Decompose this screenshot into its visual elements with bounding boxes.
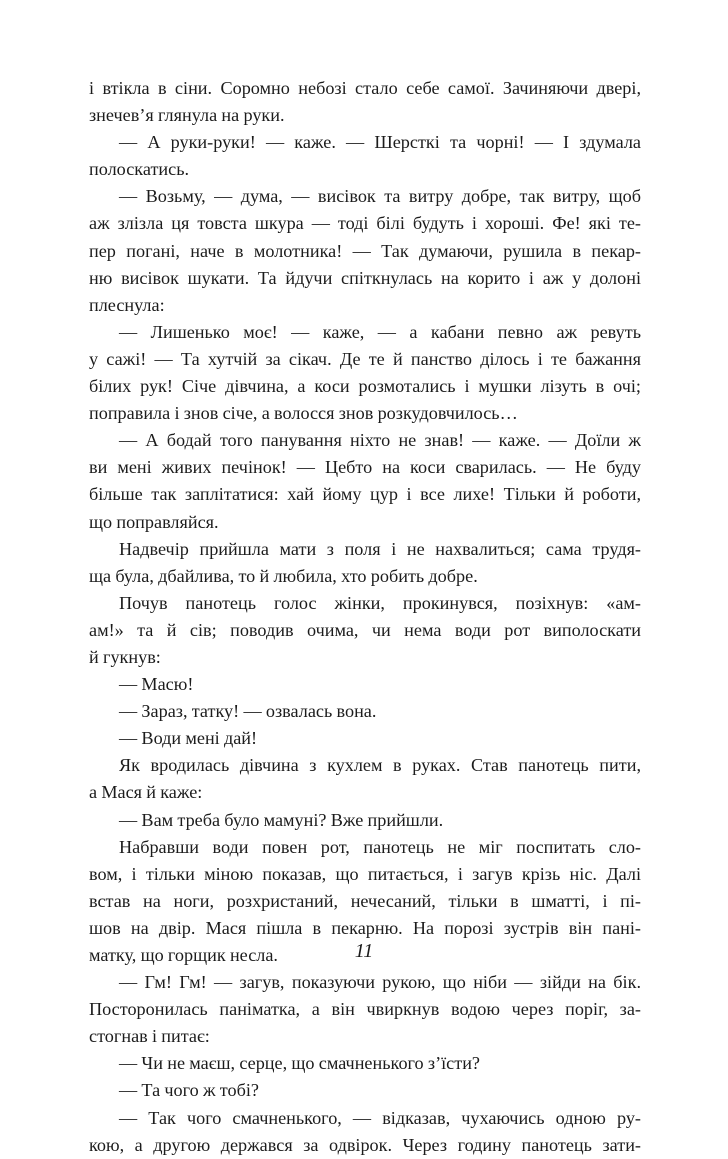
text-line: стогнав і питає: xyxy=(89,1026,210,1047)
text-line: матку, що горщик несла. xyxy=(89,945,278,965)
text-line: ви мені живих печінок! — Цебто на коси сварилась. — Не буду xyxy=(89,457,641,478)
text-line: — Та чого ж тобі? xyxy=(119,1080,259,1101)
text-line: Набравши води повен рот, панотець не міг поспитать сло- xyxy=(119,836,641,857)
text-line: — Води мені дай! xyxy=(119,728,258,749)
text-line: що поправляйся. xyxy=(89,511,219,532)
text-line: — Масю! xyxy=(119,674,194,695)
text-line: кою, а другою держався за одвірок. Через годину панотець зати- xyxy=(89,1134,641,1155)
text-line: ща була, дбайлива, то й любила, хто робить добре. xyxy=(89,565,478,586)
text-line: й гукнув: xyxy=(89,646,161,667)
text-line: пер погані, наче в молотника! — Так думаючи, рушила в пекар- xyxy=(89,240,641,261)
text-line: — Так чого смачненького, — відказав, чухаючись одною ру- xyxy=(119,1107,641,1128)
text-line: — Лишенько моє! — каже, — а кабани певно аж ревуть xyxy=(119,321,641,342)
text-line: плеснула: xyxy=(89,294,165,315)
text-line: Як вродилась дівчина з кухлем в руках. Став панотець пити, xyxy=(119,755,641,776)
page-number: 11 xyxy=(354,940,374,962)
text-line: аж злізла ця товста шкура — тоді білі будуть і хороші. Фе! які те- xyxy=(89,213,641,234)
text-line: білих рук! Січе дівчина, а коси розмотались і мушки лізуть в очі; xyxy=(89,376,641,397)
text-line: — А бодай того панування ніхто не знав! — каже. — Доїли ж xyxy=(119,430,641,451)
body-text xyxy=(89,75,641,1159)
text-line: Надвечір прийшла мати з поля і не нахвалиться; сама трудя- xyxy=(119,538,641,559)
text-line: полоскатись. xyxy=(89,159,190,180)
text-line: і втікла в сіни. Соромно небозі стало себе самої. Зачиняючи двері, xyxy=(89,78,641,98)
text-line: ню висівок шукати. Та йдучи спіткнулась на корито і аж у долоні xyxy=(89,267,641,288)
text-line: — Зараз, татку! — озвалась вона. xyxy=(119,701,377,722)
text-line: — А руки-руки! — каже. — Шерсткі та чорні! — І здумала xyxy=(119,132,641,153)
text-line: шов на двір. Мася пішла в пекарню. На порозі зустрів він пані- xyxy=(89,917,641,938)
text-line: знечев’я глянула на руки. xyxy=(89,105,285,126)
text-line: а Мася й каже: xyxy=(89,782,203,803)
text-line: — Возьму, — дума, — висівок та витру добре, так витру, щоб xyxy=(119,186,641,207)
text-line: ам!» та й сів; поводив очима, чи нема води рот виполоскати xyxy=(89,619,641,640)
text-line: — Гм! Гм! — загув, показуючи рукою, що ніби — зійди на бік. xyxy=(119,972,641,993)
text-line: встав на ноги, розхристаний, нечесаний, тільки в шматті, і пі- xyxy=(89,890,641,911)
text-line: Посторонилась паніматка, а він чвиркнув водою через поріг, за- xyxy=(89,999,641,1020)
text-line: у сажі! — Та хутчій за сікач. Де те й панство ділось і те бажання xyxy=(89,348,641,369)
text-line: більше так заплітатися: хай йому цур і все лихе! Тільки й роботи, xyxy=(89,484,641,505)
text-line: вом, і тільки міною показав, що питається, і загув крізь ніс. Далі xyxy=(89,863,641,884)
text-line: — Чи не маєш, серце, що смачненького з’їсти? xyxy=(119,1053,481,1074)
text-line: поправила і знов січе, а волосся знов розкудовчилось… xyxy=(89,403,518,424)
text-line: — Вам треба було мамуні? Вже прийшли. xyxy=(119,809,444,830)
text-line: Почув панотець голос жінки, прокинувся, позіхнув: «ам- xyxy=(119,592,641,613)
